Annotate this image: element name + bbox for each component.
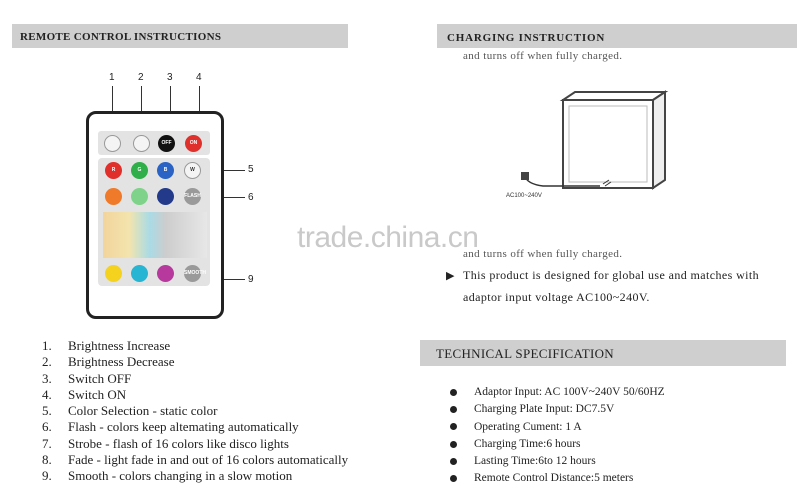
remote-instruction-list <box>42 338 348 485</box>
list-item: 1. Brightness Increase <box>42 338 171 353</box>
white-button[interactable]: W <box>184 162 201 179</box>
charging-cube-illustration <box>505 84 685 204</box>
navy-button[interactable] <box>157 188 174 205</box>
technical-spec-list <box>450 384 665 488</box>
global-use-line-2: adaptor input voltage AC100~240V. <box>463 290 650 304</box>
orange-button[interactable] <box>105 188 122 205</box>
green-button[interactable]: G <box>131 162 148 179</box>
list-item: 2. Brightness Decrease <box>42 354 175 370</box>
spec-item: Remote Control Distance:5 meters <box>450 470 665 487</box>
on-button[interactable]: ON <box>185 135 202 152</box>
callout-4: 4 <box>196 72 202 83</box>
bullet-dot-icon <box>450 441 457 448</box>
brightness-up-button[interactable] <box>104 135 121 152</box>
technical-specification-header <box>420 340 786 366</box>
flash-button[interactable]: FLASH <box>184 188 201 205</box>
list-item: 8. Fade - light fade in and out of 16 colors automatically <box>42 452 349 468</box>
callout-2: 2 <box>138 72 144 83</box>
light-green-button[interactable] <box>131 188 148 205</box>
bullet-dot-icon <box>450 423 457 430</box>
bullet-dot-icon <box>450 406 457 413</box>
callout-5: 5 <box>248 164 254 175</box>
bullet-arrow-icon: ▶ <box>446 270 455 282</box>
callout-9: 9 <box>248 274 254 285</box>
brightness-down-button[interactable] <box>133 135 150 152</box>
charging-note-line: and turns off when fully charged. <box>463 248 623 260</box>
list-item: 7. Strobe - flash of 16 colors like disco lights <box>42 435 289 451</box>
list-item: 5. Color Selection - static color <box>42 403 218 419</box>
spec-item: Charging Time:6 hours <box>450 436 665 453</box>
list-item: 6. Flash - colors keep altemating automatically <box>42 419 299 435</box>
bullet-dot-icon <box>450 475 457 482</box>
off-button[interactable]: OFF <box>158 135 175 152</box>
remote-blurred-buttons <box>103 212 207 258</box>
callout-1: 1 <box>109 72 115 83</box>
bullet-dot-icon <box>450 458 457 465</box>
callout-3: 3 <box>167 72 173 83</box>
global-use-line-1: This product is designed for global use and matches with <box>463 268 760 282</box>
spec-item: Lasting Time:6to 12 hours <box>450 453 665 470</box>
spec-item: Operating Cument: 1 A <box>450 419 665 436</box>
blue-button[interactable]: B <box>157 162 174 179</box>
tech-header-text: TECHNICAL SPECIFICATION <box>436 346 614 361</box>
red-button[interactable]: R <box>105 162 122 179</box>
charging-top-line: and turns off when fully charged. <box>463 50 623 62</box>
charging-instruction-header <box>437 24 797 48</box>
smooth-button[interactable]: SMOOTH <box>184 265 201 282</box>
list-item: 4. Switch ON <box>42 386 127 402</box>
list-item: 3. Switch OFF <box>42 370 132 386</box>
yellow-button[interactable] <box>105 265 122 282</box>
spec-item: Charging Plate Input: DC7.5V <box>450 401 665 418</box>
callout-6: 6 <box>248 192 254 203</box>
remote-instructions-header <box>12 24 348 48</box>
watermark-text: trade.china.cn <box>297 221 479 254</box>
list-item: 9. Smooth - colors changing in a slow motion <box>42 468 293 484</box>
cyan-button[interactable] <box>131 265 148 282</box>
bullet-dot-icon <box>450 389 457 396</box>
spec-item: Adaptor Input: AC 100V~240V 50/60HZ <box>450 384 665 401</box>
adapter-voltage-label: AC100~240V <box>506 193 542 199</box>
magenta-button[interactable] <box>157 265 174 282</box>
remote-header-text: REMOTE CONTROL INSTRUCTIONS <box>20 31 222 43</box>
charging-header-text: CHARGING INSTRUCTION <box>447 32 606 44</box>
